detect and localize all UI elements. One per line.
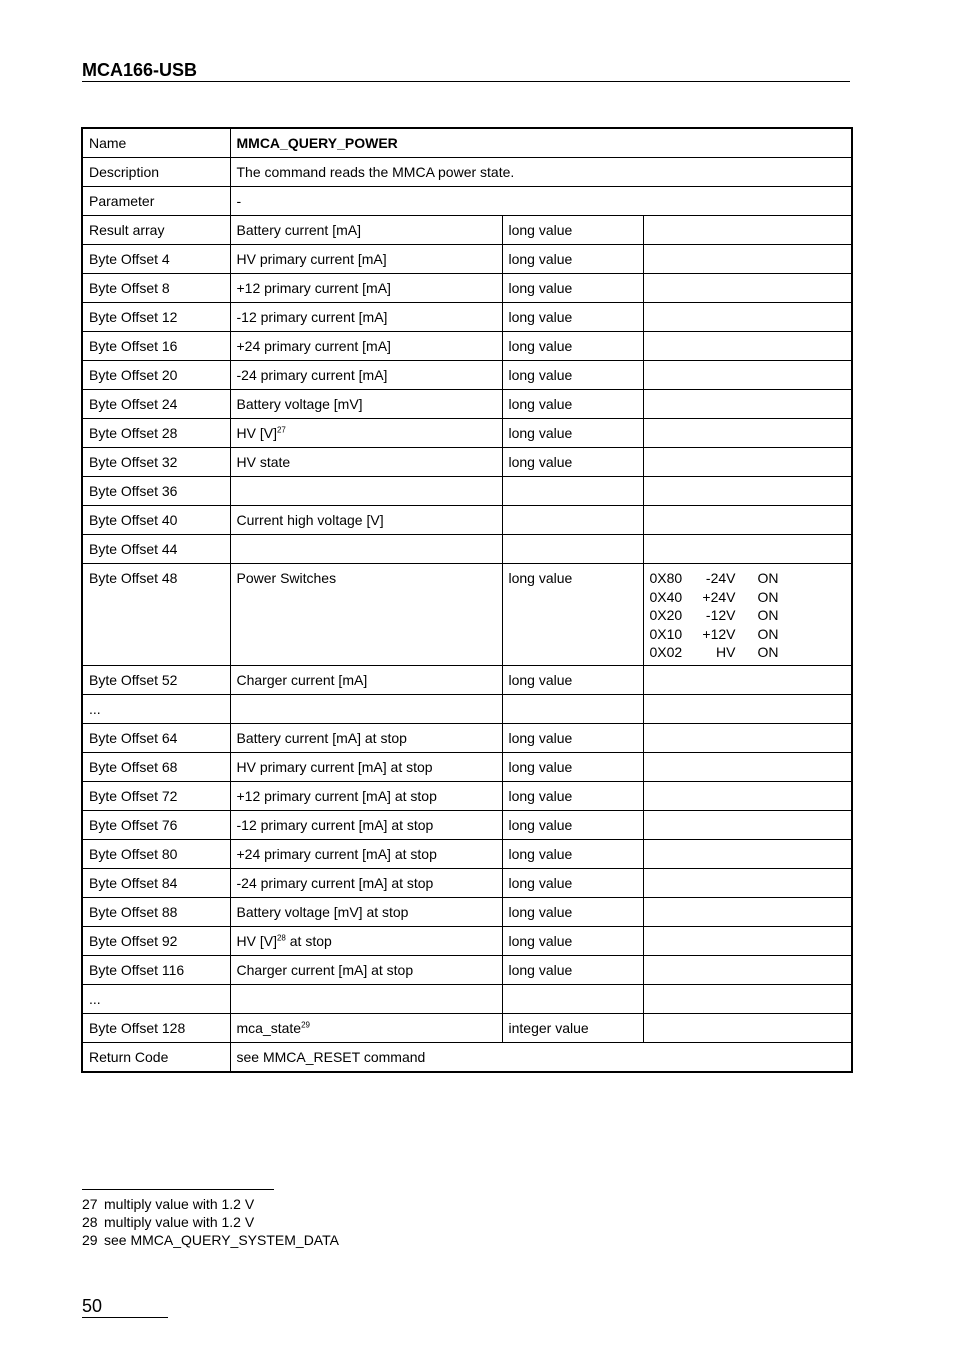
extra-cell xyxy=(643,303,852,332)
content-cell xyxy=(230,810,502,839)
footnote xyxy=(82,1231,339,1249)
type-cell: long value xyxy=(502,390,643,419)
switch-voltage: +12V xyxy=(702,625,736,642)
content-text: -24 primary current [mA] at stop xyxy=(236,874,434,891)
table-row xyxy=(82,694,852,723)
row-description xyxy=(82,158,852,187)
parameter-value: - xyxy=(230,187,852,216)
table-row xyxy=(82,752,852,781)
extra-cell xyxy=(643,723,852,752)
content-text: -12 primary current [mA] at stop xyxy=(236,816,434,833)
page-header-title: MCA166-USB xyxy=(82,60,850,82)
type-cell xyxy=(502,506,643,535)
content-text: +12 primary current [mA] xyxy=(236,280,391,296)
type-cell: long value xyxy=(502,926,643,955)
switch-code: 0X40 xyxy=(649,588,683,605)
extra-cell xyxy=(643,216,852,245)
offset-cell: Byte Offset 84 xyxy=(82,868,230,897)
offset-cell: Byte Offset 64 xyxy=(82,723,230,752)
footnote-number: 27 xyxy=(82,1196,98,1212)
table-row xyxy=(82,564,852,666)
row-name xyxy=(82,128,852,158)
offset-cell: Byte Offset 72 xyxy=(82,781,230,810)
content-cell xyxy=(230,868,502,897)
switch-line xyxy=(650,588,846,607)
extra-cell xyxy=(643,839,852,868)
extra-cell xyxy=(643,897,852,926)
type-cell: long value xyxy=(502,955,643,984)
offset-cell: Byte Offset 76 xyxy=(82,810,230,839)
content-cell xyxy=(230,274,502,303)
table-row xyxy=(82,665,852,694)
offset-cell: ... xyxy=(82,984,230,1013)
footnotes xyxy=(82,1195,339,1249)
type-cell xyxy=(502,477,643,506)
table-row xyxy=(82,984,852,1013)
switch-state: ON xyxy=(757,644,779,660)
content-text: HV [V] xyxy=(236,932,277,949)
return-value: see MMCA_RESET command xyxy=(230,1042,852,1072)
offset-cell: ... xyxy=(82,694,230,723)
type-cell: long value xyxy=(502,897,643,926)
type-cell: long value xyxy=(502,332,643,361)
content-cell xyxy=(230,665,502,694)
extra-cell xyxy=(643,361,852,390)
table-row xyxy=(82,810,852,839)
offset-cell: Result array xyxy=(82,216,230,245)
content-cell xyxy=(230,448,502,477)
type-cell: long value xyxy=(502,448,643,477)
table-row xyxy=(82,781,852,810)
offset-cell: Byte Offset 28 xyxy=(82,419,230,448)
content-cell xyxy=(230,506,502,535)
name-value: MMCA_QUERY_POWER xyxy=(230,128,852,158)
table-row xyxy=(82,839,852,868)
type-cell: long value xyxy=(502,564,643,666)
content-cell xyxy=(230,361,502,390)
content-cell xyxy=(230,752,502,781)
extra-cell xyxy=(643,245,852,274)
offset-cell: Byte Offset 44 xyxy=(82,535,230,564)
table-row xyxy=(82,216,852,245)
offset-cell: Byte Offset 32 xyxy=(82,448,230,477)
table-row xyxy=(82,897,852,926)
table-row xyxy=(82,868,852,897)
type-cell: long value xyxy=(502,868,643,897)
switch-line xyxy=(650,625,846,644)
content-text: HV primary current [mA] xyxy=(236,251,387,267)
content-cell xyxy=(230,390,502,419)
footnote-ref: 28 xyxy=(276,932,286,942)
type-cell: long value xyxy=(502,216,643,245)
offset-cell: Byte Offset 52 xyxy=(82,665,230,694)
offset-cell: Byte Offset 88 xyxy=(82,897,230,926)
offset-cell: Byte Offset 68 xyxy=(82,752,230,781)
command-table xyxy=(81,127,853,1073)
type-cell: long value xyxy=(502,274,643,303)
table-row xyxy=(82,332,852,361)
table-row xyxy=(82,419,852,448)
content-cell xyxy=(230,926,502,955)
footnote-number: 28 xyxy=(82,1214,98,1230)
content-cell xyxy=(230,694,502,723)
offset-cell: Byte Offset 16 xyxy=(82,332,230,361)
table-row xyxy=(82,723,852,752)
footnote xyxy=(82,1195,339,1213)
type-cell: long value xyxy=(502,245,643,274)
content-cell xyxy=(230,332,502,361)
offset-cell: Byte Offset 80 xyxy=(82,839,230,868)
table-row xyxy=(82,477,852,506)
content-cell xyxy=(230,1013,502,1042)
offset-cell: Byte Offset 128 xyxy=(82,1013,230,1042)
extra-cell xyxy=(643,810,852,839)
content-text: Charger current [mA] xyxy=(236,671,368,688)
table-row xyxy=(82,245,852,274)
offset-cell: Byte Offset 24 xyxy=(82,390,230,419)
content-text: -24 primary current [mA] xyxy=(236,367,388,383)
table-row xyxy=(82,448,852,477)
content-text: HV [V] xyxy=(236,425,277,441)
table-row xyxy=(82,274,852,303)
type-cell: long value xyxy=(502,419,643,448)
offset-cell: Byte Offset 8 xyxy=(82,274,230,303)
footnote-text: multiply value with 1.2 V xyxy=(104,1214,255,1230)
extra-cell xyxy=(643,535,852,564)
offset-cell: Byte Offset 36 xyxy=(82,477,230,506)
content-cell xyxy=(230,216,502,245)
footnote-ref: 29 xyxy=(301,1019,310,1029)
content-text: HV primary current [mA] at stop xyxy=(236,758,433,775)
switch-code: 0X80 xyxy=(649,570,683,586)
footnote xyxy=(82,1213,339,1231)
page-number: 50 xyxy=(82,1296,103,1316)
extra-cell xyxy=(643,390,852,419)
content-text: Battery voltage [mV] xyxy=(236,396,363,412)
type-cell xyxy=(502,535,643,564)
content-text: +24 primary current [mA] xyxy=(236,338,391,354)
extra-cell xyxy=(643,564,852,666)
content-suffix: at stop xyxy=(285,932,332,949)
type-cell: long value xyxy=(502,752,643,781)
switch-voltage: +24V xyxy=(702,588,736,605)
offset-cell: Byte Offset 12 xyxy=(82,303,230,332)
type-cell: long value xyxy=(502,665,643,694)
content-cell xyxy=(230,723,502,752)
content-text: Charger current [mA] at stop xyxy=(236,961,414,978)
offset-cell: Byte Offset 4 xyxy=(82,245,230,274)
table-row xyxy=(82,390,852,419)
extra-cell xyxy=(643,781,852,810)
switch-state: ON xyxy=(757,588,779,605)
footnote-ref: 27 xyxy=(276,425,286,435)
table-row xyxy=(82,506,852,535)
type-cell: long value xyxy=(502,781,643,810)
switch-code: 0X10 xyxy=(649,625,683,642)
offset-cell: Byte Offset 116 xyxy=(82,955,230,984)
table-row xyxy=(82,303,852,332)
footnote-rule xyxy=(82,1189,274,1190)
switch-line xyxy=(650,569,846,588)
content-cell xyxy=(230,781,502,810)
extra-cell xyxy=(643,665,852,694)
switch-state: ON xyxy=(757,625,779,642)
type-cell: long value xyxy=(502,810,643,839)
content-text: Battery current [mA] xyxy=(236,222,361,238)
extra-cell xyxy=(643,984,852,1013)
footnote-text: see MMCA_QUERY_SYSTEM_DATA xyxy=(104,1232,339,1248)
content-cell xyxy=(230,839,502,868)
content-text: HV state xyxy=(236,454,291,470)
table-row xyxy=(82,955,852,984)
offset-cell: Byte Offset 20 xyxy=(82,361,230,390)
extra-cell xyxy=(643,448,852,477)
row-return-code xyxy=(82,1042,852,1072)
type-cell xyxy=(502,694,643,723)
type-cell: long value xyxy=(502,839,643,868)
switch-code: 0X20 xyxy=(649,607,683,623)
content-text: mca_state xyxy=(236,1019,302,1036)
extra-cell xyxy=(643,1013,852,1042)
offset-cell: Byte Offset 92 xyxy=(82,926,230,955)
content-cell xyxy=(230,535,502,564)
extra-cell xyxy=(643,926,852,955)
table-row xyxy=(82,926,852,955)
switch-voltage: HV xyxy=(716,644,736,660)
footnote-number: 29 xyxy=(82,1232,98,1248)
switch-state: ON xyxy=(757,607,779,623)
extra-cell xyxy=(643,955,852,984)
type-cell: integer value xyxy=(502,1013,643,1042)
content-cell xyxy=(230,564,502,666)
description-value: The command reads the MMCA power state. xyxy=(230,158,852,187)
description-label: Description xyxy=(82,158,230,187)
extra-cell xyxy=(643,419,852,448)
switch-line xyxy=(650,643,846,662)
switch-voltage: -24V xyxy=(705,570,736,586)
content-text: +12 primary current [mA] at stop xyxy=(236,787,437,804)
content-cell xyxy=(230,419,502,448)
type-cell: long value xyxy=(502,723,643,752)
extra-cell xyxy=(643,332,852,361)
parameter-label: Parameter xyxy=(82,187,230,216)
content-text: +24 primary current [mA] at stop xyxy=(236,845,437,862)
footnote-text: multiply value with 1.2 V xyxy=(104,1196,255,1212)
name-label: Name xyxy=(82,128,230,158)
content-text: Current high voltage [V] xyxy=(236,512,384,528)
return-label: Return Code xyxy=(82,1042,230,1072)
content-cell xyxy=(230,984,502,1013)
content-text: Battery voltage [mV] at stop xyxy=(236,903,409,920)
extra-cell xyxy=(643,694,852,723)
content-cell xyxy=(230,303,502,332)
content-text: -12 primary current [mA] xyxy=(236,309,388,325)
switch-voltage: -12V xyxy=(705,607,736,623)
content-text: Battery current [mA] at stop xyxy=(236,729,407,746)
extra-cell xyxy=(643,274,852,303)
offset-cell: Byte Offset 48 xyxy=(82,564,230,666)
page-number-rule xyxy=(82,1317,168,1318)
content-cell xyxy=(230,955,502,984)
row-parameter xyxy=(82,187,852,216)
type-cell: long value xyxy=(502,361,643,390)
switch-state: ON xyxy=(757,570,779,586)
content-text: Power Switches xyxy=(236,570,337,586)
type-cell xyxy=(502,984,643,1013)
content-cell xyxy=(230,477,502,506)
table-row xyxy=(82,361,852,390)
extra-cell xyxy=(643,506,852,535)
table-row xyxy=(82,1013,852,1042)
offset-cell: Byte Offset 40 xyxy=(82,506,230,535)
type-cell: long value xyxy=(502,303,643,332)
switch-line xyxy=(650,606,846,625)
switch-code: 0X02 xyxy=(649,644,683,660)
table-row xyxy=(82,535,852,564)
content-cell xyxy=(230,245,502,274)
extra-cell xyxy=(643,752,852,781)
extra-cell xyxy=(643,477,852,506)
extra-cell xyxy=(643,868,852,897)
content-cell xyxy=(230,897,502,926)
